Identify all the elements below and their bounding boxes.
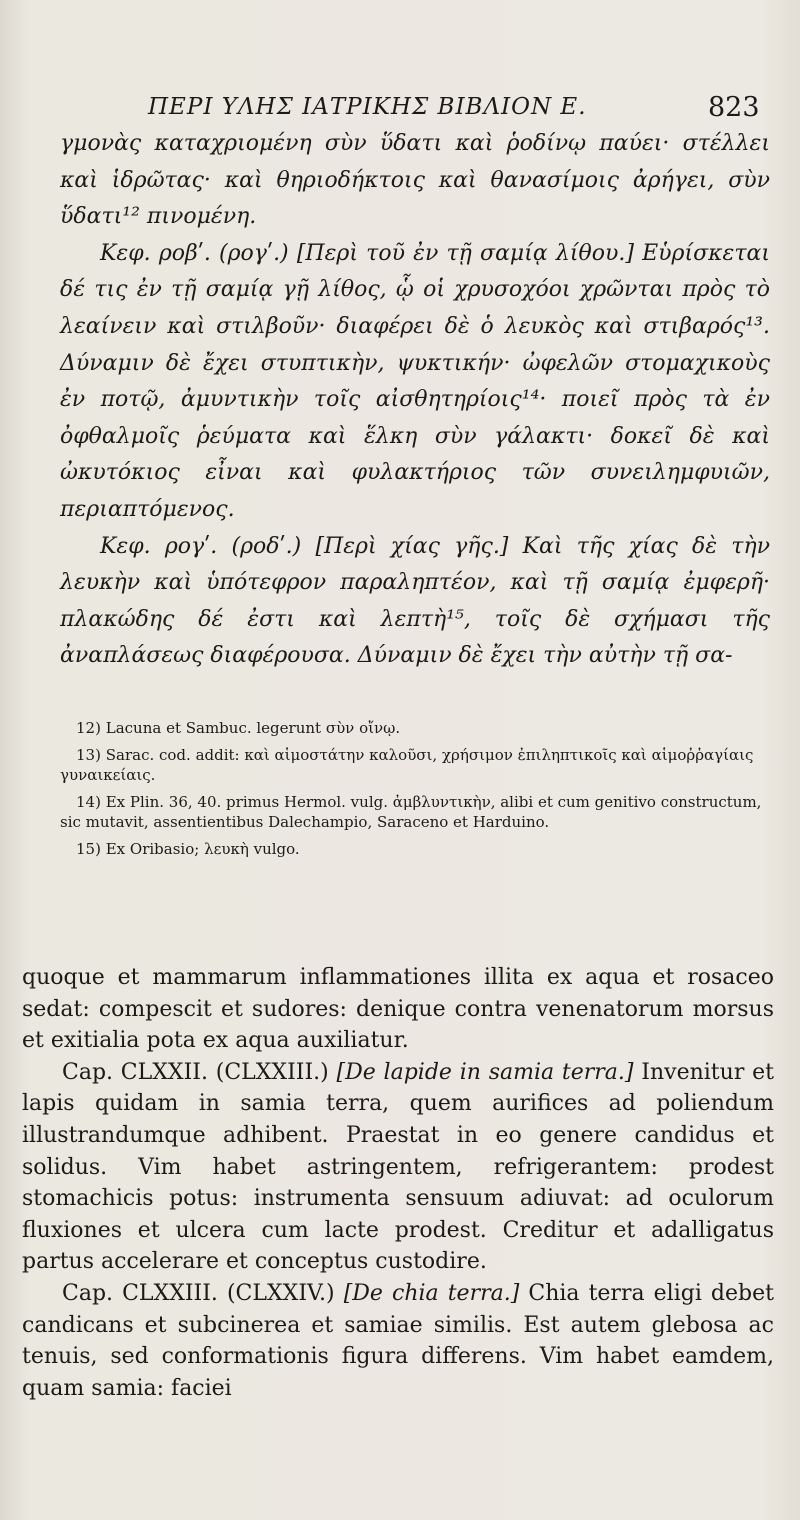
greek-text-block	[60, 126, 770, 675]
footnote-text: Ex Plin. 36, 40. primus Hermol. vulg. ἀμβλυντικὴν, alibi et cum genitivo constructum, sic mutavit, assentientibus Dalechampio, Saraceno et Harduino.	[60, 793, 762, 831]
footnote	[60, 718, 770, 738]
chapter-text: Invenitur et lapis quidam in samia terra, quem aurifices ad poliendum illustrandumque adhibent. Praestat in eo genere candidus et solidus. Vim habet astringentem, refrigerantem: prodest stomachicis potus: instrumenta sensuum adiuvat: ad oculorum fluxiones et ulcera cum lacte prodest. Creditur et adalligatus partus accelerare et conceptus custodire.	[22, 1059, 774, 1275]
chapter-number: Cap. CLXXIII. (CLXXIV.)	[62, 1280, 335, 1306]
chapter-title: [De lapide in samia terra.]	[336, 1059, 634, 1085]
greek-paragraph: Κεφ. ρογʹ. (ροδʹ.) [Περὶ χίας γῆς.] Καὶ τῆς χίας δὲ τὴν λευκὴν καὶ ὑπότεφρον παραληπτέον, καὶ τῇ σαμίᾳ ἐμφερῆ· πλακώδης δέ ἐστι καὶ λεπτὴ¹⁵, τοῖς δὲ σχήμασι τῆς ἀναπλάσεως διαφέρουσα. Δύναμιν δὲ ἔχει τὴν αὐτὴν τῇ σα-	[60, 533, 770, 669]
footnotes	[60, 718, 770, 866]
greek-paragraph: γμονὰς καταχριομένη σὺν ὕδατι καὶ ῥοδίνῳ παύει· στέλλει καὶ ἱδρῶτας· καὶ θηριοδήκτοις καὶ θανασίμοις ἀρήγει, σὺν ὕδατι¹² πινομένη.	[60, 131, 770, 230]
latin-chapter	[22, 1278, 774, 1404]
page-number: 823	[708, 92, 760, 123]
running-title: ΠΕΡΙ ΥΛΗΣ ΙΑΤΡΙΚΗΣ ΒΙΒΛΙΟΝ Ε.	[148, 94, 587, 120]
footnote-number: 13)	[76, 746, 101, 764]
latin-paragraph: quoque et mammarum inflammationes illita ex aqua et rosaceo sedat: compescit et sudores: denique contra venenatorum morsus et exitialia pota ex aqua auxiliatur.	[22, 965, 774, 1054]
footnote-number: 12)	[76, 719, 101, 737]
page-header	[0, 88, 800, 128]
latin-chapter	[22, 1057, 774, 1278]
footnote-text: Ex Oribasio; λευκὴ vulgo.	[105, 840, 300, 858]
greek-paragraph: Κεφ. ροβʹ. (ρογʹ.) [Περὶ τοῦ ἐν τῇ σαμίᾳ λίθου.] Εὑρίσκεται δέ τις ἐν τῇ σαμίᾳ γῇ λίθος, ᾧ οἱ χρυσοχόοι χρῶνται πρὸς τὸ λεαίνειν καὶ στιλβοῦν· διαφέρει δὲ ὁ λευκὸς καὶ στιβαρός¹³. Δύναμιν δὲ ἔχει στυπτικὴν, ψυκτικήν· ὠφελῶν στομαχικοὺς ἐν ποτῷ, ἀμυντικὴν τοῖς αἰσθητηρίοις¹⁴· ποιεῖ πρὸς τὰ ἐν ὀφθαλμοῖς ῥεύματα καὶ ἕλκη σὺν γάλακτι· δοκεῖ δὲ καὶ ὠκυτόκιος εἶναι καὶ φυλακτήριος τῶν συνειλημφυιῶν, περιαπτόμενος.	[60, 240, 770, 522]
chapter-title: [De chia terra.]	[343, 1280, 520, 1306]
footnote	[60, 792, 770, 832]
latin-text-block	[22, 962, 774, 1404]
footnote-number: 14)	[76, 793, 101, 811]
footnote	[60, 745, 770, 785]
footnote-text: Lacuna et Sambuc. legerunt σὺν οἴνῳ.	[105, 719, 401, 737]
footnote	[60, 839, 770, 859]
chapter-number: Cap. CLXXII. (CLXXIII.)	[62, 1059, 329, 1085]
chapter-text: Chia terra eligi debet candicans et subcinerea et samiae similis. Est autem glebosa ac tenuis, sed conformationis figura differens. Vim habet eamdem, quam samia: faciei	[22, 1280, 774, 1401]
footnote-number: 15)	[76, 840, 101, 858]
footnote-text: Sarac. cod. addit: καὶ αἱμοστάτην καλοῦσι, χρήσιμον ἐπιληπτικοῖς καὶ αἱμοῤῥαγίαις γυναικείαις.	[60, 746, 754, 784]
